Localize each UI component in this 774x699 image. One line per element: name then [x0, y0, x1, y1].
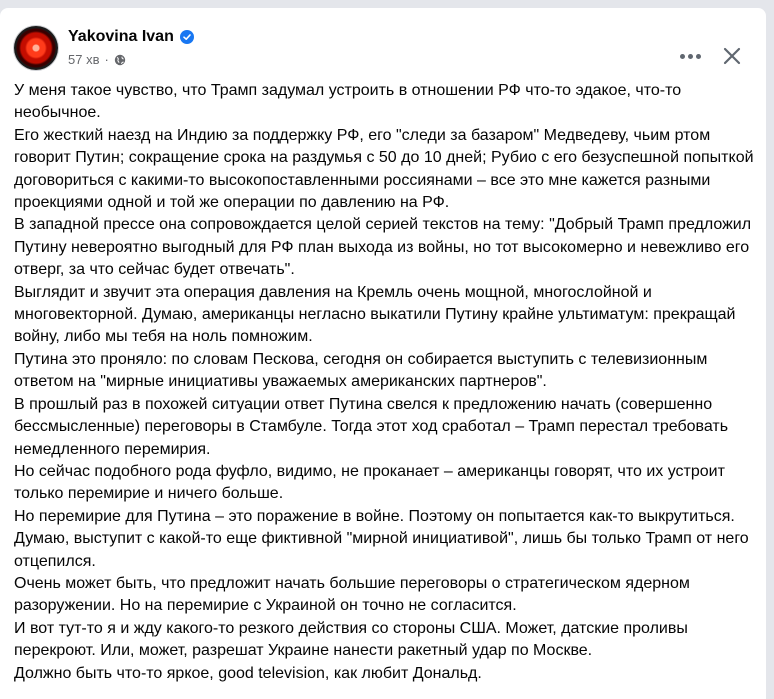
post-paragraph: В прошлый раз в похожей ситуации ответ Путина свелся к предложению начать (совершенно бессмысленные) переговоры в Стамбуле. Тогда этот ход сработал – Трамп перестал требовать немедленного перемирия.: [14, 395, 729, 458]
post-paragraph: У меня такое чувство, что Трамп задумал устроить в отношении РФ что-то эдакое, что-то необычное.: [14, 82, 682, 122]
close-icon[interactable]: [714, 38, 750, 74]
post-paragraph: Но перемирие для Путина – это поражение в войне. Поэтому он попытается как-то выкрутиться. Думаю, выступит с какой-то еще фиктивной "мирной инициативой", лишь бы только Трамп от него отцепился.: [14, 507, 749, 570]
post-paragraph: Выглядит и звучит эта операция давления на Кремль очень мощной, многослойной и многовекторной. Думаю, американцы негласно выкатили Путину крайне ультиматум: прекращай войну, либо мы тебя на ноль помножим.: [14, 283, 736, 346]
post-paragraph: Очень может быть, что предложит начать большие переговоры о стратегическом ядерном разоружении. Но на перемирие с Украиной он точно не согласится.: [14, 574, 690, 615]
post-header: [68, 28, 194, 46]
post-paragraph: В западной прессе она сопровождается целой серией текстов на тему: "Добрый Трамп предложил Путину невероятно выгодный для РФ план выхода из войны, но тот высокомерно и невежливо его отверг, за что сейчас будет отвечать".: [14, 216, 752, 279]
author-name[interactable]: Yakovina Ivan: [68, 28, 174, 45]
more-dot: [696, 54, 701, 59]
globe-icon[interactable]: [114, 54, 126, 66]
post-paragraph: Должно быть что-то яркое, good television, как любит Дональд.: [14, 664, 482, 682]
post-card: [0, 8, 766, 699]
post-timestamp[interactable]: 57 хв: [68, 52, 100, 67]
post-paragraph: Но сейчас подобного рода фуфло, видимо, не проканает – американцы говорят, что их устроит только перемирие и ничего больше.: [14, 462, 725, 503]
post-paragraph: Путина это проняло: по словам Пескова, сегодня он собирается выступить с телевизионным ответом на "мирные инициативы уважаемых американских партнеров".: [14, 350, 708, 391]
post-body: [14, 80, 758, 685]
post-paragraph: Его жесткий наезд на Индию за поддержку РФ, его "следи за базаром" Медведеву, чьим ртом говорит Путин; сокращение срока на раздумья с 50 до 10 дней; Рубио с его безуспешной попыткой договориться с какими-то высокопоставленными россиянами – все это мне кажется разными проекциями одной и той же операции по давлению на РФ.: [14, 126, 754, 212]
post-meta: [68, 52, 126, 67]
post-paragraph: И вот тут-то я и жду какого-то резкого действия со стороны США. Может, датские проливы перекроют. Или, может, разрешат Украине нанести ракетный удар по Москве.: [14, 619, 688, 660]
more-dot: [680, 54, 685, 59]
more-dot: [688, 54, 693, 59]
more-options-icon[interactable]: [672, 38, 708, 74]
author-avatar[interactable]: [14, 26, 58, 70]
verified-badge-icon: [180, 30, 194, 44]
meta-separator: ·: [104, 52, 109, 67]
